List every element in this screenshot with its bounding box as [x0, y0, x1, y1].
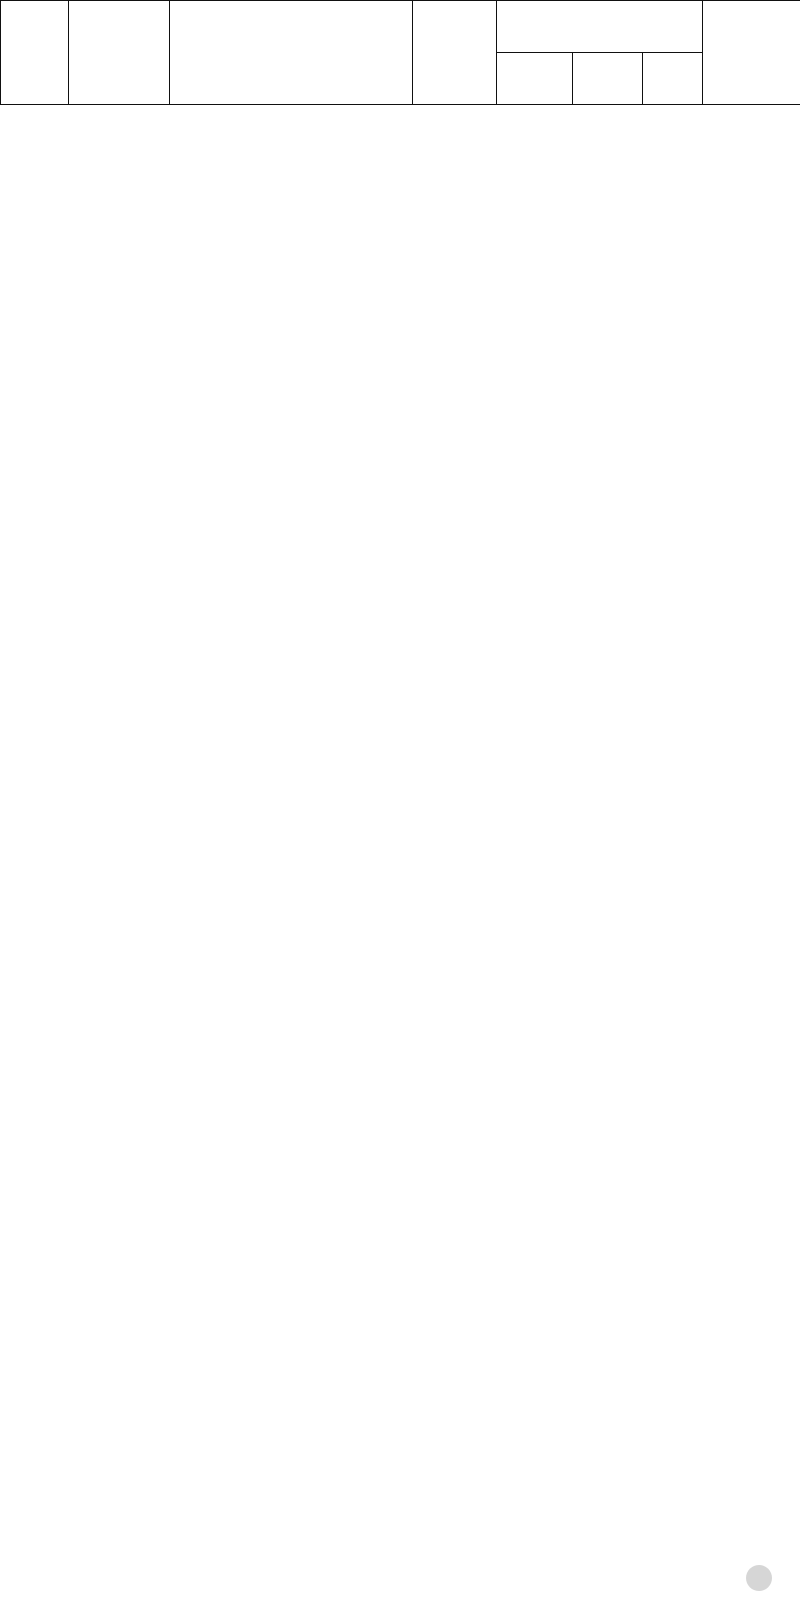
header-intent — [703, 1, 800, 105]
capacity-table — [0, 0, 800, 105]
header-year-2023 — [497, 53, 573, 105]
header-seq — [1, 1, 69, 105]
header-level — [413, 1, 497, 105]
watermark — [746, 1565, 778, 1593]
snowball-logo-icon — [746, 1565, 772, 1591]
header-year-2024 — [573, 53, 643, 105]
header-year-2025 — [643, 53, 703, 105]
header-county — [170, 1, 413, 105]
header-city — [69, 1, 170, 105]
table-header — [1, 1, 800, 105]
header-capacity-group — [497, 1, 703, 53]
